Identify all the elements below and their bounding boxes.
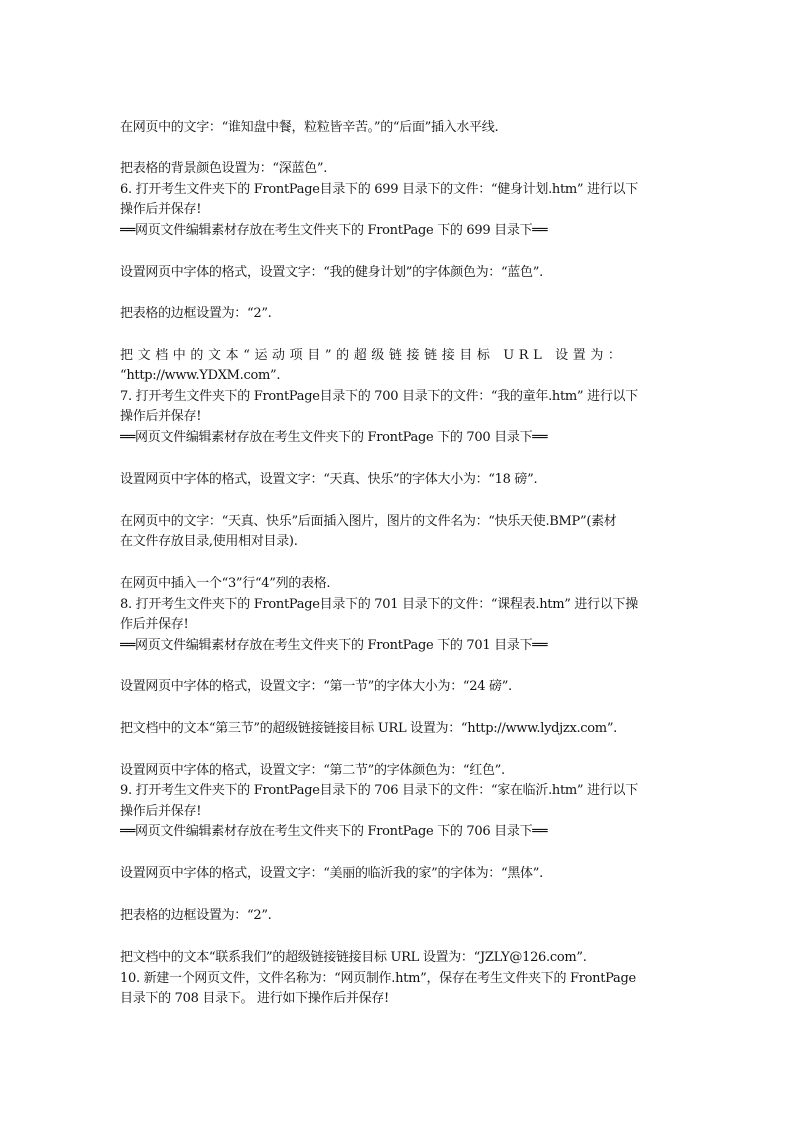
instruction-line: 把表格的背景颜色设置为：“深蓝色”. bbox=[120, 161, 328, 176]
material-note: ══网页文件编辑素材存放在考生文件夹下的 FrontPage 下的 700 目录下══ bbox=[120, 430, 548, 445]
task-heading-cont: 目录下的 708 目录下。 进行如下操作后并保存! bbox=[120, 991, 389, 1006]
task-heading: 9. 打开考生文件夹下的 FrontPage目录下的 706 目录下的文件：“家在临沂.htm” 进行以下 bbox=[120, 783, 638, 798]
instruction-line: 在网页中的文字：“天真、快乐”后面插入图片，图片的文件名为：“快乐天使.BMP”(素材 bbox=[120, 514, 617, 529]
task-heading-cont: 操作后并保存! bbox=[120, 202, 202, 217]
instruction-line: 设置网页中字体的格式，设置文字：“天真、快乐”的字体大小为：“18 磅”. bbox=[120, 472, 538, 487]
instruction-line: 把表格的边框设置为：“2”. bbox=[120, 306, 272, 321]
task-heading-cont: 操作后并保存! bbox=[120, 804, 202, 819]
material-note: ══网页文件编辑素材存放在考生文件夹下的 FrontPage 下的 699 目录下══ bbox=[120, 223, 548, 238]
task-heading: 6. 打开考生文件夹下的 FrontPage目录下的 699 目录下的文件：“健身计划.htm” 进行以下 bbox=[120, 182, 638, 197]
task-heading: 10. 新建一个网页文件，文件名称为：“网页制作.htm”，保存在考生文件夹下的 FrontPage bbox=[120, 971, 636, 986]
instruction-line-cont: 在文件存放目录,使用相对目录). bbox=[120, 534, 298, 549]
instruction-line: 设置网页中字体的格式，设置文字：“我的健身计划”的字体颜色为：“蓝色”. bbox=[120, 265, 543, 280]
task-heading: 7. 打开考生文件夹下的 FrontPage目录下的 700 目录下的文件：“我的童年.htm” 进行以下 bbox=[120, 389, 638, 404]
instruction-line-cont: “http://www.YDXM.com”. bbox=[120, 368, 281, 383]
task-heading-cont: 作后并保存! bbox=[120, 617, 189, 632]
instruction-line: 设置网页中字体的格式，设置文字：“第一节”的字体大小为：“24 磅”. bbox=[120, 679, 512, 694]
material-note: ══网页文件编辑素材存放在考生文件夹下的 FrontPage 下的 701 目录下══ bbox=[120, 638, 548, 653]
instruction-line: 在网页中的文字：“谁知盘中餐，粒粒皆辛苦。”的“后面”插入水平线. bbox=[120, 120, 499, 135]
task-heading: 8. 打开考生文件夹下的 FrontPage目录下的 701 目录下的文件：“课程表.htm” 进行以下操 bbox=[120, 597, 638, 612]
instruction-line: 设置网页中字体的格式，设置文字：“美丽的临沂我的家”的字体为：“黑体”. bbox=[120, 866, 543, 881]
instruction-line: 把文档中的文本“运动项目”的超级链接链接目标 URL 设置为： bbox=[120, 348, 626, 363]
task-heading-cont: 操作后并保存! bbox=[120, 409, 202, 424]
material-note: ══网页文件编辑素材存放在考生文件夹下的 FrontPage 下的 706 目录下══ bbox=[120, 824, 548, 839]
instruction-line: 在网页中插入一个“3”行“4”列的表格. bbox=[120, 576, 331, 591]
instruction-line: 把表格的边框设置为：“2”. bbox=[120, 908, 272, 923]
instruction-line: 把文档中的文本“联系我们”的超级链接链接目标 URL 设置为：“JZLY@126.com”. bbox=[120, 950, 587, 965]
instruction-line: 把文档中的文本“第三节”的超级链接链接目标 URL 设置为：“http://www.lydjzx.com”. bbox=[120, 721, 618, 736]
instruction-line: 设置网页中字体的格式，设置文字：“第二节”的字体颜色为：“红色”. bbox=[120, 763, 505, 778]
